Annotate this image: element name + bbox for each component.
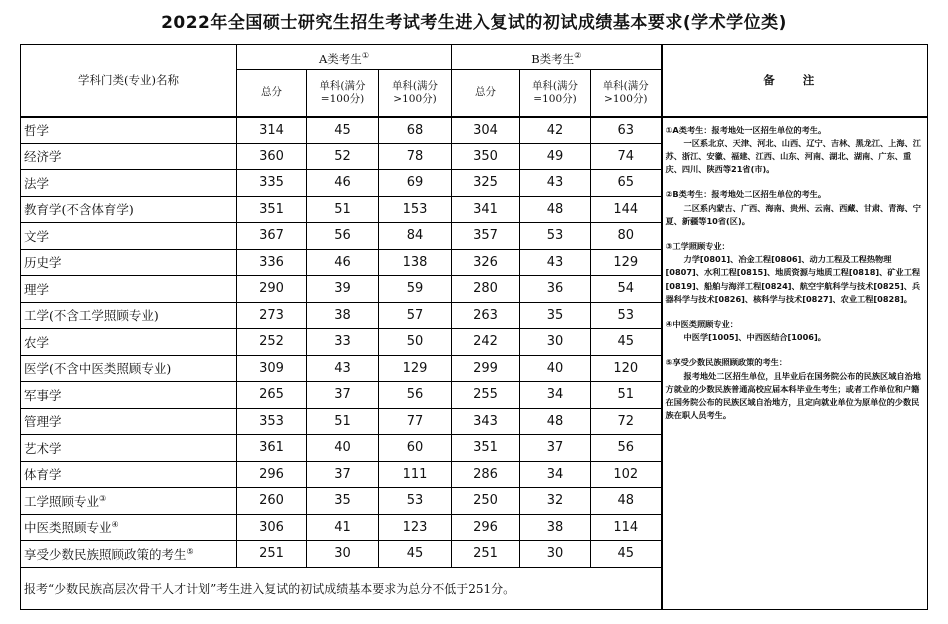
a-class-score-single-gt100: 69 [379, 170, 452, 197]
b-class-score-total: 357 [452, 223, 520, 250]
subject-name: 文学 [24, 228, 50, 244]
b-class-score-single-gt100: 56 [591, 435, 662, 462]
subject-name-cell [21, 355, 237, 382]
b-class-score-single100: 48 [520, 408, 591, 435]
score-table-frame [20, 44, 928, 610]
subject-name: 工学照顾专业 [24, 493, 100, 509]
subject-name: 法学 [24, 175, 50, 191]
a-class-score-total: 260 [237, 488, 307, 515]
subject-name-cell [21, 382, 237, 409]
subject-name: 艺术学 [24, 440, 62, 456]
b-class-score-single-gt100: 72 [591, 408, 662, 435]
b-class-score-single100: 43 [520, 170, 591, 197]
subject-name-cell [21, 435, 237, 462]
remark-note [666, 318, 926, 344]
b-class-score-single100: 49 [520, 143, 591, 170]
a-class-score-single-gt100: 50 [379, 329, 452, 356]
table-row [21, 117, 928, 144]
subject-name-cell [21, 329, 237, 356]
b-total-header: 总分 [452, 70, 520, 117]
a-class-score-total: 296 [237, 461, 307, 488]
remark-note-body: 力学[0801]、冶金工程[0806]、动力工程及工程热物理[0807]、水利工程[0815]、地质资源与地质工程[0818]、矿业工程[0819]、船舶与海洋工程[0824]、航空宇航科学与技术[0825]、兵器科学与技术[0826]、核科学与技术[0827]、农业工程[0828]。 [665, 254, 921, 304]
a-class-score-single-gt100: 68 [379, 117, 452, 144]
b-class-score-single100: 53 [520, 223, 591, 250]
b-class-score-single-gt100: 120 [591, 355, 662, 382]
a-class-score-total: 290 [237, 276, 307, 303]
a-class-score-single100: 33 [307, 329, 379, 356]
b-class-score-total: 296 [452, 514, 520, 541]
a-class-score-single-gt100: 60 [379, 435, 452, 462]
a-class-score-single-gt100: 59 [379, 276, 452, 303]
a-class-score-single100: 52 [307, 143, 379, 170]
a-class-score-total: 273 [237, 302, 307, 329]
subject-name-cell [21, 514, 237, 541]
a-class-score-single-gt100: 123 [379, 514, 452, 541]
remark-note-head: ⑤享受少数民族照顾政策的考生： [665, 357, 788, 368]
b-class-label: B类考生 [531, 51, 575, 66]
subject-name-cell [21, 117, 237, 144]
subject-name: 历史学 [24, 255, 62, 271]
subject-name-cell [21, 170, 237, 197]
remark-note [666, 188, 926, 228]
a-class-score-total: 306 [237, 514, 307, 541]
remarks-header: 备 注 [662, 45, 928, 117]
a-class-score-single100: 43 [307, 355, 379, 382]
b-class-score-single-gt100: 45 [591, 541, 662, 568]
b-class-mark: ② [574, 50, 582, 60]
subject-name: 享受少数民族照顾政策的考生 [24, 546, 187, 562]
b-class-score-single100: 32 [520, 488, 591, 515]
b-class-score-total: 250 [452, 488, 520, 515]
a-class-score-single-gt100: 138 [379, 249, 452, 276]
b-class-score-single100: 34 [520, 461, 591, 488]
remark-note-body: 二区系内蒙古、广西、海南、贵州、云南、西藏、甘肃、青海、宁夏、新疆等10省(区)。 [665, 202, 921, 226]
a-class-score-total: 335 [237, 170, 307, 197]
subject-name-cell [21, 408, 237, 435]
footnote-mark: ③ [99, 493, 107, 503]
a-class-label: A类考生 [319, 51, 362, 66]
a-class-score-single100: 39 [307, 276, 379, 303]
b-class-score-total: 286 [452, 461, 520, 488]
a-class-score-single-gt100: 111 [379, 461, 452, 488]
b-class-score-single-gt100: 51 [591, 382, 662, 409]
b-class-score-single-gt100: 54 [591, 276, 662, 303]
remark-note [666, 240, 926, 306]
a-class-score-single100: 45 [307, 117, 379, 144]
subject-name-cell [21, 196, 237, 223]
b-class-header [452, 45, 662, 70]
subject-name: 中医类照顾专业 [24, 520, 112, 536]
b-class-score-single100: 48 [520, 196, 591, 223]
b-class-score-single100: 35 [520, 302, 591, 329]
b-class-score-single100: 30 [520, 541, 591, 568]
b-class-score-single-gt100: 102 [591, 461, 662, 488]
remarks-cell [662, 117, 928, 610]
remark-note-head: ①A类考生：报考地处一区招生单位的考生。 [665, 124, 827, 135]
subject-name-cell [21, 461, 237, 488]
score-table [20, 44, 928, 610]
b-class-score-single100: 38 [520, 514, 591, 541]
remark-note-body: 报考地处二区招生单位，且毕业后在国务院公布的民族区域自治地方就业的少数民族普通高校应届本科毕业生考生；或者工作单位和户籍在国务院公布的民族区域自治地方，且定向就业单位为原单位的少数民族在职人员考生。 [665, 370, 921, 421]
remarks-notes [663, 118, 928, 423]
a-class-score-single-gt100: 129 [379, 355, 452, 382]
a-single100-header: 单科(满分=100分) [307, 70, 379, 117]
subject-name: 理学 [24, 281, 50, 297]
a-single-gt100-header: 单科(满分>100分) [379, 70, 452, 117]
a-class-score-single100: 35 [307, 488, 379, 515]
a-class-header [237, 45, 452, 70]
b-class-score-total: 326 [452, 249, 520, 276]
b-class-score-total: 263 [452, 302, 520, 329]
a-class-score-total: 367 [237, 223, 307, 250]
b-single-gt100-header: 单科(满分>100分) [591, 70, 662, 117]
b-class-score-single100: 40 [520, 355, 591, 382]
a-class-mark: ① [361, 50, 369, 60]
subject-name-cell [21, 541, 237, 568]
footnote-mark: ⑤ [186, 546, 194, 556]
subject-name: 哲学 [24, 123, 50, 138]
subject-name-cell [21, 276, 237, 303]
a-class-score-single-gt100: 78 [379, 143, 452, 170]
a-class-score-total: 361 [237, 435, 307, 462]
subject-name: 管理学 [24, 414, 62, 430]
a-class-score-single-gt100: 45 [379, 541, 452, 568]
a-class-score-single100: 40 [307, 435, 379, 462]
footnote-mark: ④ [111, 520, 119, 530]
a-class-score-single100: 46 [307, 249, 379, 276]
remark-note [666, 124, 926, 177]
b-class-score-single-gt100: 48 [591, 488, 662, 515]
a-class-score-single100: 41 [307, 514, 379, 541]
b-class-score-single100: 42 [520, 117, 591, 144]
remark-note-head: ④中医类照顾专业： [665, 318, 738, 329]
b-class-score-total: 341 [452, 196, 520, 223]
b-class-score-total: 299 [452, 355, 520, 382]
b-class-score-single-gt100: 63 [591, 117, 662, 144]
a-class-score-total: 351 [237, 196, 307, 223]
b-class-score-total: 325 [452, 170, 520, 197]
a-class-score-single-gt100: 84 [379, 223, 452, 250]
a-class-score-total: 360 [237, 143, 307, 170]
b-class-score-single-gt100: 144 [591, 196, 662, 223]
a-class-score-single100: 37 [307, 461, 379, 488]
subject-name: 教育学(不含体育学) [24, 202, 134, 218]
b-class-score-total: 343 [452, 408, 520, 435]
subject-name-cell [21, 249, 237, 276]
remark-note-head: ②B类考生：报考地处二区招生单位的考生。 [665, 189, 827, 200]
b-class-score-single-gt100: 65 [591, 170, 662, 197]
a-class-score-total: 353 [237, 408, 307, 435]
a-class-score-total: 309 [237, 355, 307, 382]
b-class-score-single-gt100: 129 [591, 249, 662, 276]
a-class-score-single-gt100: 77 [379, 408, 452, 435]
a-class-score-total: 314 [237, 117, 307, 144]
a-class-score-single100: 38 [307, 302, 379, 329]
b-class-score-total: 351 [452, 435, 520, 462]
a-class-score-single100: 51 [307, 196, 379, 223]
b-class-score-single-gt100: 74 [591, 143, 662, 170]
subject-name-cell [21, 223, 237, 250]
b-class-score-single100: 34 [520, 382, 591, 409]
b-class-score-total: 350 [452, 143, 520, 170]
a-class-score-total: 251 [237, 541, 307, 568]
b-class-score-single-gt100: 53 [591, 302, 662, 329]
footer-note: 报考“少数民族高层次骨干人才计划”考生进入复试的初试成绩基本要求为总分不低于251分。 [21, 567, 662, 609]
b-class-score-single100: 30 [520, 329, 591, 356]
b-class-score-total: 280 [452, 276, 520, 303]
a-class-score-single100: 37 [307, 382, 379, 409]
b-class-score-single100: 37 [520, 435, 591, 462]
subject-name: 经济学 [24, 149, 62, 165]
a-class-score-single-gt100: 57 [379, 302, 452, 329]
page-title: 2022年全国硕士研究生招生考试考生进入复试的初试成绩基本要求(学术学位类) [161, 13, 787, 33]
score-table-body [21, 45, 928, 610]
subject-name: 体育学 [24, 467, 62, 483]
a-class-score-single100: 51 [307, 408, 379, 435]
b-class-score-single100: 43 [520, 249, 591, 276]
b-class-score-single-gt100: 80 [591, 223, 662, 250]
a-class-score-total: 265 [237, 382, 307, 409]
remark-note-head: ③工学照顾专业： [665, 240, 730, 251]
a-class-score-single100: 30 [307, 541, 379, 568]
a-class-score-single-gt100: 153 [379, 196, 452, 223]
a-class-score-total: 336 [237, 249, 307, 276]
subject-name: 医学(不含中医类照顾专业) [24, 361, 172, 377]
b-class-score-total: 251 [452, 541, 520, 568]
b-class-score-total: 242 [452, 329, 520, 356]
a-class-score-single-gt100: 53 [379, 488, 452, 515]
a-class-score-single100: 56 [307, 223, 379, 250]
b-class-score-single-gt100: 114 [591, 514, 662, 541]
b-single100-header: 单科(满分=100分) [520, 70, 591, 117]
a-class-score-single100: 46 [307, 170, 379, 197]
remark-note-body: 中医学[1005]、中西医结合[1006]。 [683, 332, 826, 343]
a-total-header: 总分 [237, 70, 307, 117]
b-class-score-single-gt100: 45 [591, 329, 662, 356]
b-class-score-total: 255 [452, 382, 520, 409]
subject-name-cell [21, 302, 237, 329]
subject-name-cell [21, 143, 237, 170]
subject-name-cell [21, 488, 237, 515]
b-class-score-total: 304 [452, 117, 520, 144]
a-class-score-total: 252 [237, 329, 307, 356]
subject-name: 农学 [24, 334, 50, 350]
b-class-score-single100: 36 [520, 276, 591, 303]
a-class-score-single-gt100: 56 [379, 382, 452, 409]
subject-name: 工学(不含工学照顾专业) [24, 308, 159, 324]
subject-header: 学科门类(专业)名称 [21, 45, 237, 117]
subject-name: 军事学 [24, 387, 62, 403]
remark-note-body: 一区系北京、天津、河北、山西、辽宁、吉林、黑龙江、上海、江苏、浙江、安徽、福建、江西、山东、河南、湖北、湖南、广东、重庆、四川、陕西等21省(市)。 [665, 137, 921, 175]
remark-note [666, 356, 926, 422]
